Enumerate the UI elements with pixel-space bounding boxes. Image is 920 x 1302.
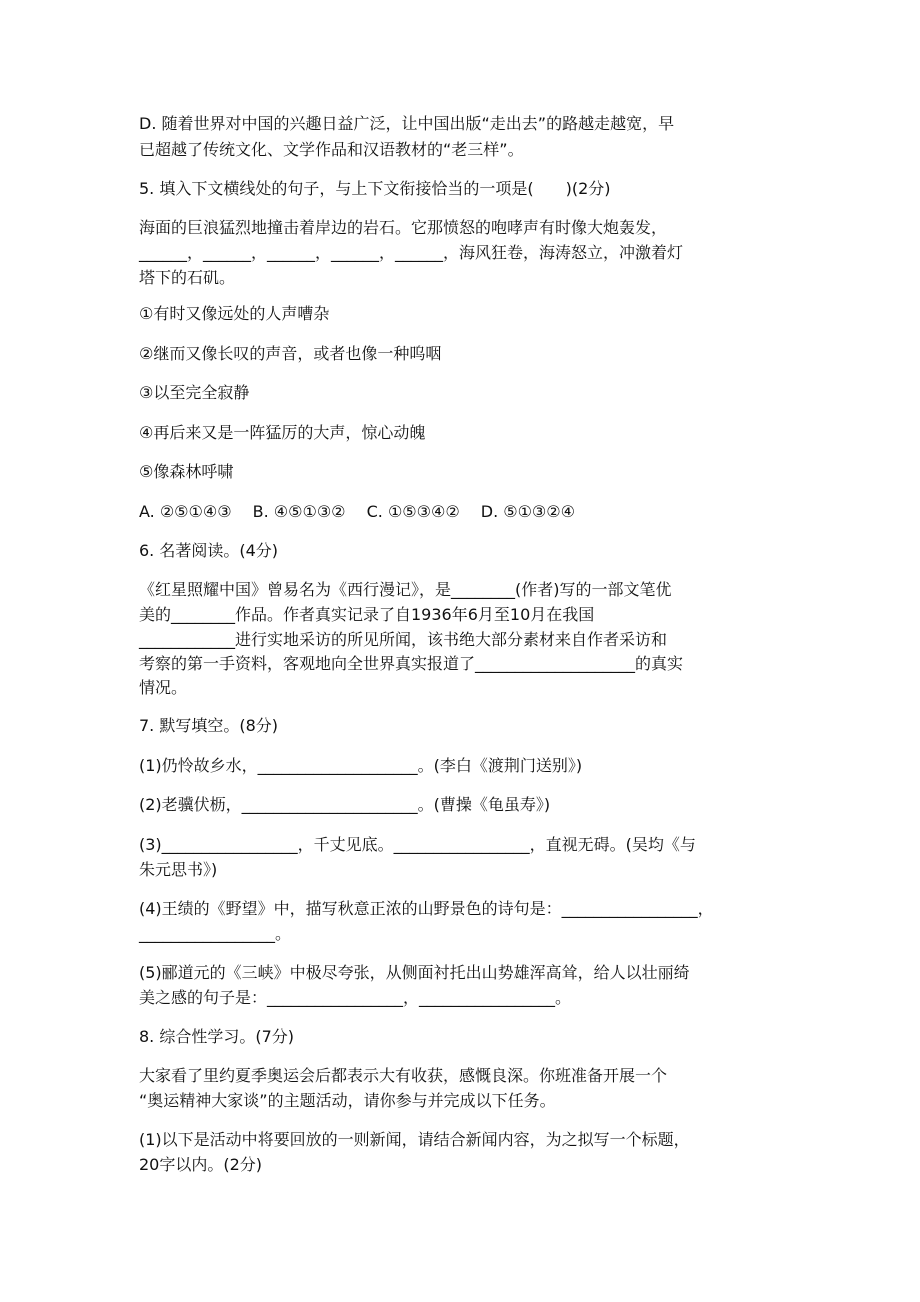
q6-line4: 考察的第一手资料，客观地向全世界真实报道了____________________的真实 xyxy=(139,654,684,673)
q5-passage-line3: 塔下的石矶。 xyxy=(139,268,236,287)
q5-item-5: ⑤像森林呼啸 xyxy=(139,462,234,481)
q6-line1: 《红星照耀中国》曾易名为《西行漫记》，是________(作者)写的一部文笔优 xyxy=(139,580,672,599)
q8-sub1-line1: (1)以下是活动中将要回放的一则新闻，请结合新闻内容，为之拟写一个标题， xyxy=(139,1130,690,1149)
q7-item3-line1: (3)_________________，千丈见底。_________________，直视无碍。(吴均《与 xyxy=(139,835,696,854)
q5-title: 5. 填入下文横线处的句子，与上下文衔接恰当的一项是( )(2分) xyxy=(139,179,611,198)
q8-title: 8. 综合性学习。(7分) xyxy=(139,1027,295,1046)
q8-sub1-line2: 20字以内。(2分) xyxy=(139,1155,263,1174)
q5-item-4: ④再后来又是一阵猛厉的大声，惊心动魄 xyxy=(139,423,426,442)
q8-intro-line1: 大家看了里约夏季奥运会后都表示大有收获，感慨良深。你班准备开展一个 xyxy=(139,1066,668,1085)
q6-line3: ____________进行实地采访的所见所闻，该书绝大部分素材来自作者采访和 xyxy=(139,630,668,649)
q5-item-1: ①有时又像远处的人声嘈杂 xyxy=(139,304,330,323)
option-d-line2: 已超越了传统文化、文学作品和汉语教材的“老三样”。 xyxy=(139,140,524,159)
q8-intro-line2: “奥运精神大家谈”的主题活动，请你参与并完成以下任务。 xyxy=(139,1091,556,1110)
q7-item5-line2: 美之感的句子是：_________________，_________________。 xyxy=(139,988,572,1007)
q7-item3-line2: 朱元思书》) xyxy=(139,860,218,879)
q7-title: 7. 默写填空。(8分) xyxy=(139,716,279,735)
q5-item-3: ③以至完全寂静 xyxy=(139,383,250,402)
q7-item2: (2)老骥伏枥，______________________。(曹操《龟虽寿》) xyxy=(139,795,551,814)
q5-item-2: ②继而又像长叹的声音，或者也像一种呜咽 xyxy=(139,344,442,363)
q7-item5-line1: (5)郦道元的《三峡》中极尽夸张，从侧面衬托出山势雄浑高耸，给人以壮丽绮 xyxy=(139,963,690,982)
q6-title: 6. 名著阅读。(4分) xyxy=(139,541,279,560)
q7-item4-line2: _________________。 xyxy=(139,924,292,943)
q5-choices: A. ②⑤①④③ B. ④⑤①③② C. ①⑤③④② D. ⑤①③②④ xyxy=(139,502,575,521)
q7-item1: (1)仍怜故乡水，____________________。(李白《渡荆门送别》) xyxy=(139,756,583,775)
q6-line2: 美的________作品。作者真实记录了自1936年6月至10月在我国 xyxy=(139,605,595,624)
q5-passage-line2: ______，______，______，______，______，海风狂卷，海涛怒立，冲激着灯 xyxy=(139,243,684,262)
option-d-line1: D. 随着世界对中国的兴趣日益广泛，让中国出版“走出去”的路越走越宽，早 xyxy=(139,114,675,133)
q6-line5: 情况。 xyxy=(139,678,188,697)
q7-item4-line1: (4)王绩的《野望》中，描写秋意正浓的山野景色的诗句是：_________________， xyxy=(139,899,714,918)
q5-passage-line1: 海面的巨浪猛烈地撞击着岸边的岩石。它那愤怒的咆哮声有时像大炮轰发， xyxy=(139,218,668,237)
